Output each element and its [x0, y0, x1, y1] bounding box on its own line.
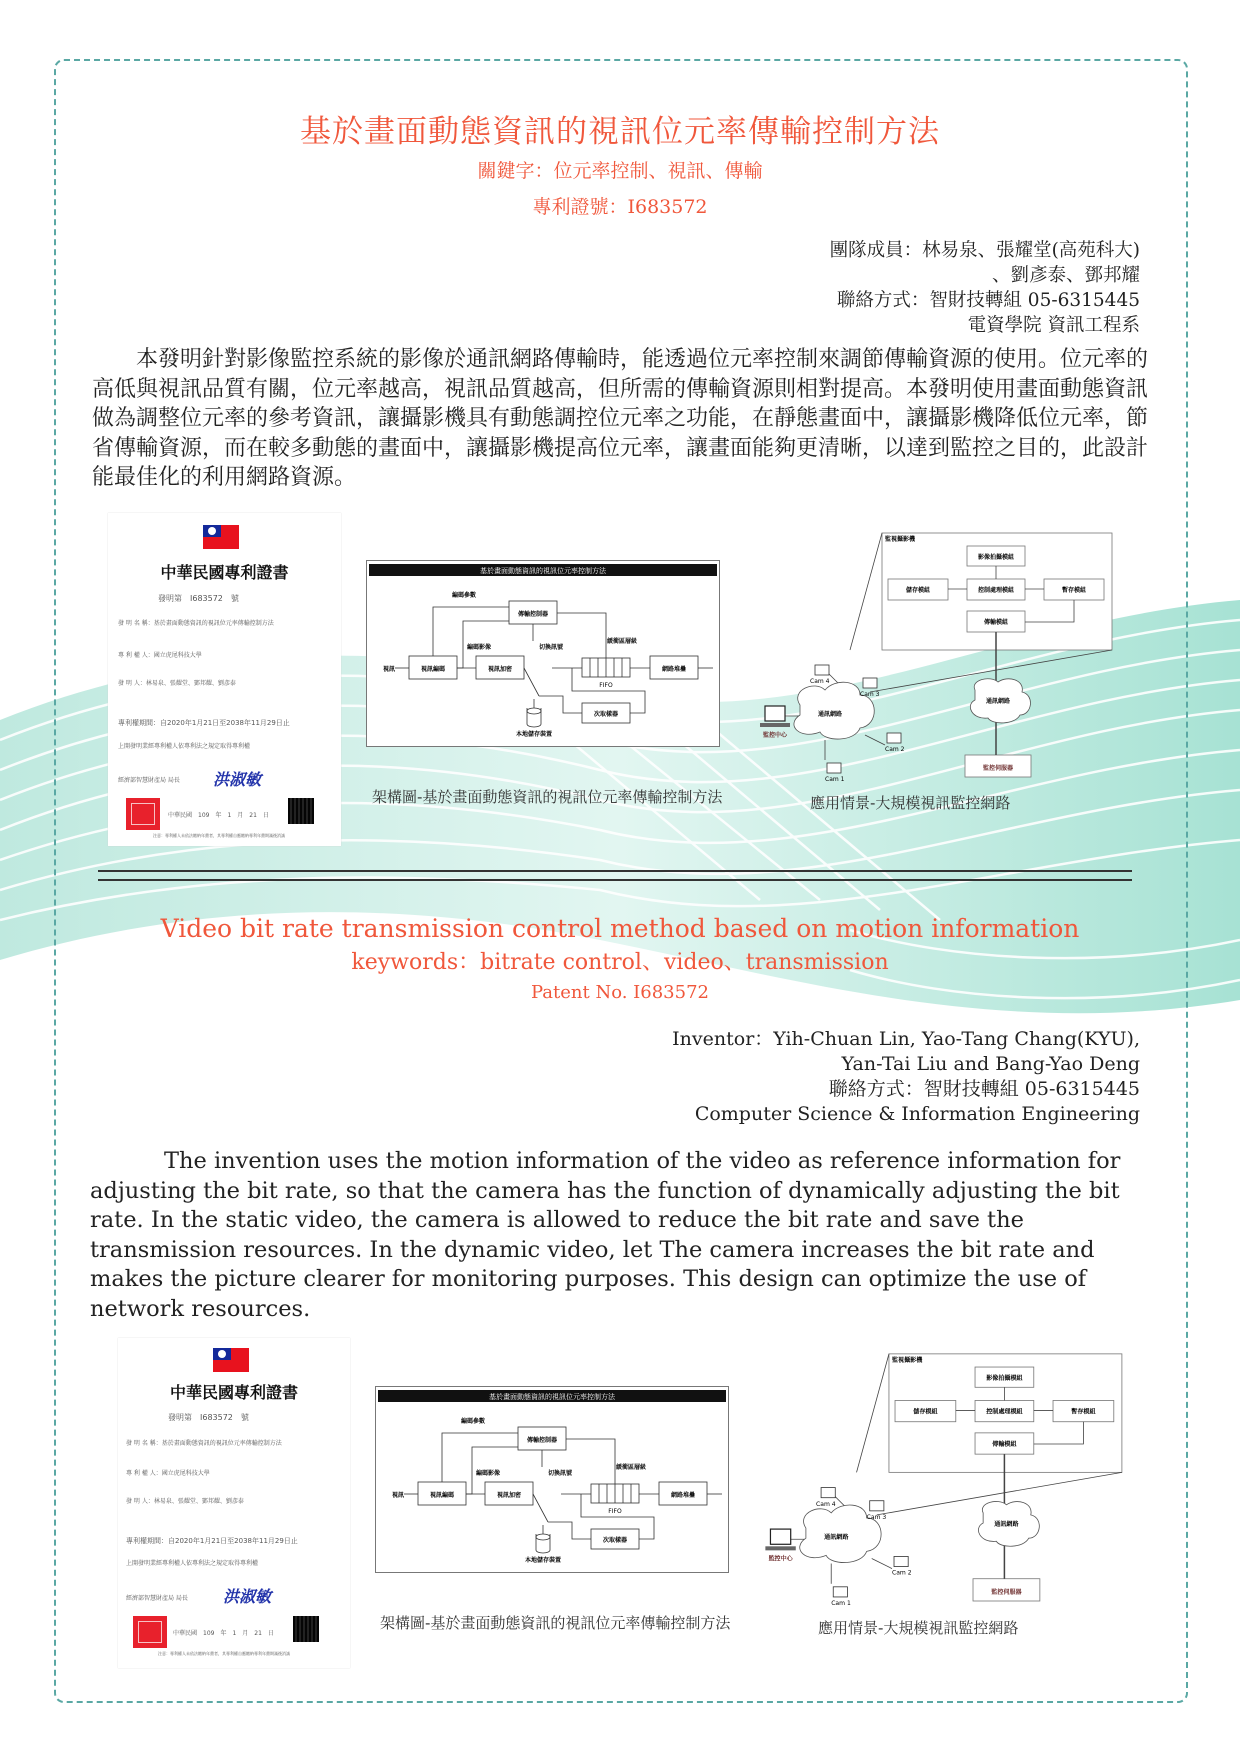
certificate-inventors: 發 明 人：林易泉、張耀堂、鄧邦耀、劉彥泰 [118, 678, 236, 687]
module-capture: 影像拍攝模組 [986, 1374, 1023, 1382]
certificate-date: 中華民國 109 年 1 月 21 日 [173, 1628, 274, 1637]
label-network-stack: 網路堆疊 [661, 665, 686, 673]
keywords-en: keywords：bitrate control、video、transmission [0, 945, 1240, 976]
label-network-stack: 網路堆疊 [670, 1491, 695, 1499]
application-diagram-2 [735, 1350, 1130, 1615]
contact-zh: 聯絡方式：智財技轉組 05-6315445 [830, 288, 1140, 313]
network-label-right: 通訊網路 [985, 697, 1010, 705]
patent-certificate-image-2 [118, 1338, 350, 1668]
flag-icon [213, 1348, 249, 1372]
cam4-label: Cam 4 [810, 678, 830, 685]
divider-line-top [98, 870, 1132, 872]
keywords-zh: 關鍵字：位元率控制、視訊、傳輸 [0, 156, 1240, 183]
certificate-inventors: 發 明 人：林易泉、張耀堂、鄧邦耀、劉彥泰 [126, 1496, 244, 1505]
qr-code-icon [293, 1616, 319, 1642]
camera-icon [863, 678, 877, 688]
network-label-left: 通訊網路 [823, 1533, 849, 1541]
official-seal-icon [126, 798, 160, 830]
divider-line-bottom [98, 879, 1132, 881]
computer-icon [770, 1529, 790, 1544]
description-en: The invention uses the motion information of the video as reference information for adjusting the bit rate, so that the camera has the function of dynamically adjusting the bit rate. In the static video, the camera is allowed to reduce the bit rate and save the transmission resources. In the dynamic video, let The camera increases the bit rate and makes the picture clearer for monitoring purposes. This design can optimize the use of network resources. [90, 1148, 1120, 1322]
cam4-label: Cam 4 [816, 1501, 836, 1508]
certificate-title: 中華民國專利證書 [108, 560, 341, 583]
camera-box-title: 監視攝影機 [892, 1356, 923, 1364]
label-encoder: 視訊編碼 [421, 665, 446, 673]
camera-box-title: 監視攝影機 [885, 535, 916, 543]
monitor-center-label: 監控中心 [763, 731, 788, 739]
label-encoder: 視訊編碼 [430, 1491, 455, 1499]
official-seal-icon [133, 1616, 167, 1648]
certificate-signature: 洪淑敏 [213, 767, 261, 790]
camera-icon [833, 1587, 847, 1597]
team-members-line2: 、劉彥泰、鄧邦耀 [830, 263, 1140, 288]
app-caption: 應用情景-大規模視訊監控網路 [810, 792, 1010, 813]
team-members-line1: 團隊成員：林易泉、張耀堂(高苑科大) [830, 238, 1140, 263]
certificate-footer: 注意：專利權人未依法繳納年費者，其專利權自應繳納專利年費期滿後消滅 [158, 1651, 290, 1657]
camera-icon [815, 665, 829, 675]
module-control: 控制處理模組 [985, 1408, 1023, 1416]
title-zh: 基於畫面動態資訊的視訊位元率傳輸控制方法 [0, 106, 1240, 151]
cam3-label: Cam 3 [860, 691, 880, 698]
label-fifo: FIFO [599, 682, 613, 689]
certificate-footer: 注意：專利權人未依法繳納年費者，其專利權自應繳納專利年費期滿後消滅 [153, 833, 285, 839]
patent-number-en: Patent No. I683572 [0, 982, 1240, 1003]
application-diagram [730, 530, 1120, 790]
certificate-authority: 經濟部智慧財產局 局長 [126, 1593, 188, 1602]
cam1-label: Cam 1 [831, 1600, 851, 1607]
certificate-authority: 經濟部智慧財產局 局長 [118, 775, 180, 784]
certificate-number: 發明第 I683572 號 [168, 1412, 249, 1423]
module-buffer: 暫存模組 [1062, 586, 1086, 594]
label-input: 視訊 [383, 665, 395, 673]
certificate-term: 專利權期間：自2020年1月21日至2038年11月29日止 [118, 718, 290, 728]
label-fifo: FIFO [608, 1508, 622, 1515]
network-label-right: 通訊網路 [993, 1520, 1019, 1528]
label-enc-params: 編碼參數 [460, 1417, 485, 1425]
description-zh: 本發明針對影像監控系統的影像於通訊網路傳輸時，能透過位元率控制來調節傳輸資源的使用。位元率的高低與視訊品質有關，位元率越高，視訊品質越高，但所需的傳輸資源則相對提高。本發明使用畫面動態資訊做為調整位元率的參考資訊，讓攝影機具有動態調控位元率之功能，在靜態畫面中，讓攝影機降低位元率，節省傳輸資源，而在較多動態的畫面中，讓攝影機提高位元率，讓畫面能夠更清晰，以達到監控之目的，此設計能最佳化的利用網路資源。 [92, 345, 1148, 493]
department-zh: 電資學院 資訊工程系 [830, 313, 1140, 338]
storage-cylinder [527, 708, 541, 714]
arch-title: 基於畫面動態資訊的視訊位元率控制方法 [480, 566, 607, 575]
label-encrypt: 視訊加密 [497, 1491, 521, 1499]
label-buffer-level: 緩衝區層級 [616, 1463, 646, 1471]
certificate-signature: 洪淑敏 [223, 1584, 271, 1607]
label-input: 視訊 [392, 1491, 404, 1499]
label-enc-image: 編碼影像 [475, 1469, 500, 1477]
cam2-label: Cam 2 [892, 1570, 912, 1577]
qr-code-icon [288, 798, 314, 824]
label-enc-params: 編碼參數 [451, 591, 476, 599]
monitor-server-label: 監控伺服器 [983, 764, 1013, 772]
arch-caption-2: 架構圖-基於畫面動態資訊的視訊位元率傳輸控制方法 [380, 1612, 730, 1633]
description-en-block [90, 1147, 1150, 1324]
patent-certificate-image [108, 513, 341, 846]
certificate-number: 發明第 I683572 號 [158, 593, 239, 604]
camera-icon [827, 763, 841, 773]
module-capture: 影像拍攝模組 [978, 553, 1014, 561]
certificate-invention-name: 發 明 名 稱：基於畫面動態資訊的視訊位元率傳輸控制方法 [118, 618, 274, 627]
team-info-en [672, 1027, 1140, 1127]
certificate-invention-name: 發 明 名 稱：基於畫面動態資訊的視訊位元率傳輸控制方法 [126, 1438, 282, 1447]
contact-en: 聯絡方式：智財技轉組 05-6315445 [672, 1077, 1140, 1102]
label-encrypt: 視訊加密 [488, 665, 512, 673]
cam3-label: Cam 3 [867, 1514, 887, 1521]
camera-icon [887, 733, 901, 743]
app-caption-2: 應用情景-大規模視訊監控網路 [818, 1617, 1018, 1638]
certificate-note: 上開發明業經專利權人依專利法之規定取得專利權 [118, 741, 250, 750]
module-control: 控制處理模組 [977, 586, 1014, 594]
module-buffer: 暫存模組 [1071, 1408, 1096, 1416]
certificate-term: 專利權期間：自2020年1月21日至2038年11月29日止 [126, 1536, 298, 1546]
cam2-label: Cam 2 [885, 746, 905, 753]
arch-caption: 架構圖-基於畫面動態資訊的視訊位元率傳輸控制方法 [372, 786, 722, 807]
department-en: Computer Science & Information Engineering [672, 1102, 1140, 1127]
camera-icon [894, 1556, 908, 1566]
network-label-left: 通訊網路 [817, 710, 842, 718]
camera-icon [821, 1488, 835, 1498]
label-enc-image: 編碼影像 [466, 643, 491, 651]
architecture-diagram-2 [375, 1386, 729, 1573]
certificate-patentee: 專 利 權 人：國立虎尾科技大學 [126, 1468, 210, 1477]
architecture-diagram [366, 560, 720, 747]
monitor-server-label: 監控伺服器 [991, 1588, 1022, 1596]
label-reader: 次取樣器 [594, 710, 618, 718]
inventor-line1: Inventor：Yih-Chuan Lin, Yao-Tang Chang(KYU), [672, 1027, 1140, 1052]
computer-icon [765, 706, 785, 721]
certificate-patentee: 專 利 權 人：國立虎尾科技大學 [118, 650, 202, 659]
certificate-note: 上開發明業經專利權人依專利法之規定取得專利權 [126, 1558, 258, 1567]
monitor-center-label: 監控中心 [768, 1554, 793, 1562]
label-reader: 次取樣器 [603, 1536, 627, 1544]
title-en: Video bit rate transmission control method based on motion information [0, 914, 1240, 943]
label-controller: 傳輸控制器 [517, 610, 548, 618]
inventor-line2: Yan-Tai Liu and Bang-Yao Deng [672, 1052, 1140, 1077]
label-switch-signal: 切換訊號 [548, 1469, 572, 1477]
flag-icon [203, 525, 239, 549]
patent-number-zh: 專利證號：I683572 [0, 192, 1240, 219]
module-transmit: 傳輸模組 [991, 1440, 1017, 1448]
module-transmit: 傳輸模組 [983, 618, 1008, 626]
label-controller: 傳輸控制器 [526, 1436, 557, 1444]
team-info-zh [830, 238, 1140, 338]
label-local-storage: 本地儲存裝置 [525, 1556, 561, 1564]
certificate-title: 中華民國專利證書 [118, 1380, 350, 1403]
camera-icon [870, 1501, 884, 1511]
label-switch-signal: 切換訊號 [539, 643, 563, 651]
module-storage: 儲存模組 [913, 1408, 938, 1416]
certificate-date: 中華民國 109 年 1 月 21 日 [168, 810, 269, 819]
arch-title: 基於畫面動態資訊的視訊位元率控制方法 [489, 1392, 616, 1401]
label-buffer-level: 緩衝區層級 [607, 637, 637, 645]
label-local-storage: 本地儲存裝置 [516, 730, 552, 738]
cam1-label: Cam 1 [825, 776, 845, 783]
module-storage: 儲存模組 [906, 586, 930, 594]
